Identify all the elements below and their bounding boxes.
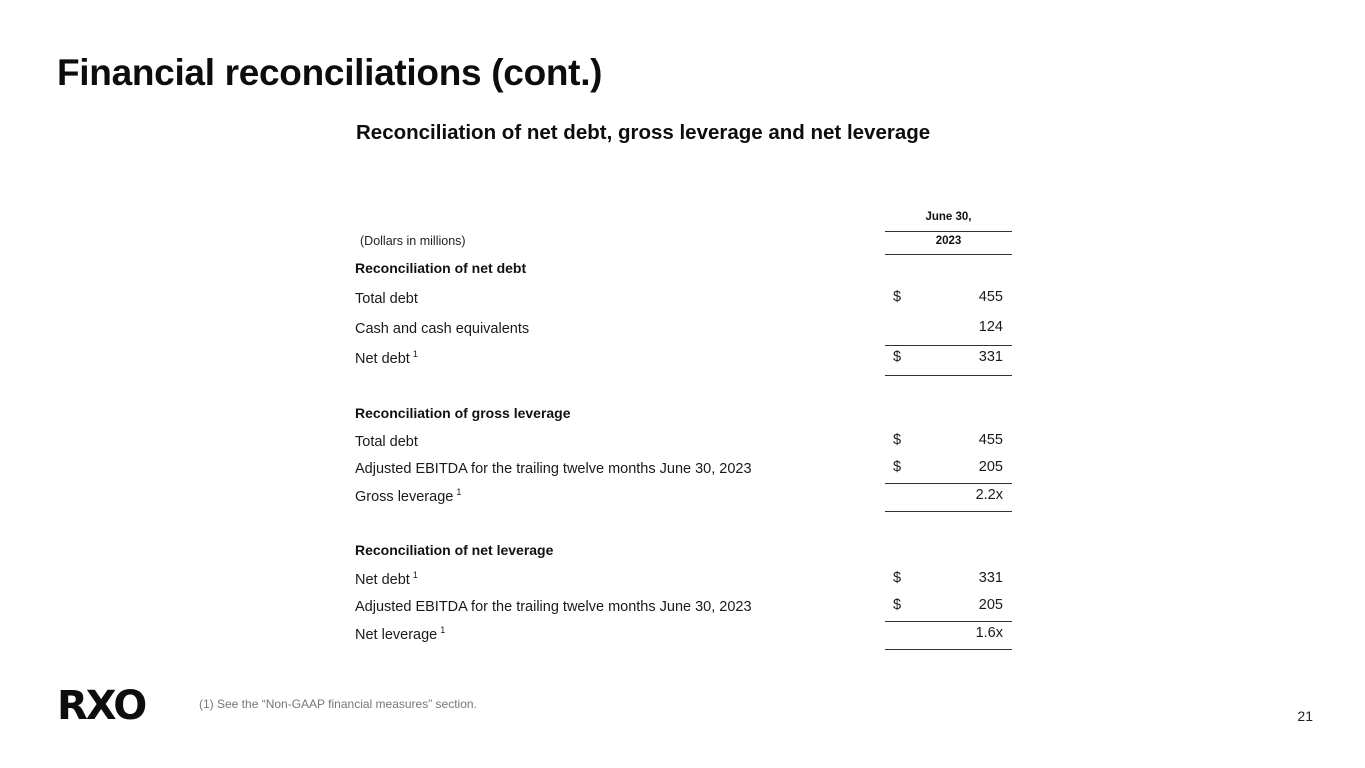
table-subtitle: Reconciliation of net debt, gross leverage and net leverage: [356, 121, 931, 144]
total-rule: [885, 511, 1012, 512]
row-value: 455: [978, 432, 1003, 448]
row-currency: $: [893, 349, 902, 365]
row-currency: $: [893, 459, 902, 475]
column-header-year: 2023: [935, 235, 962, 247]
row-currency: $: [893, 432, 902, 448]
row-value: 205: [978, 597, 1003, 613]
table-row: [355, 487, 1015, 511]
column-header-period: June 30,: [925, 211, 972, 223]
table-row: [355, 625, 1015, 649]
table-row: [355, 289, 1015, 313]
table-row: [355, 570, 1015, 594]
column-header-rule: [885, 231, 1012, 232]
table-row: [355, 459, 1015, 483]
units-label: (Dollars in millions): [360, 234, 466, 248]
table-row: [355, 349, 1015, 373]
section-heading-net-debt: Reconciliation of net debt: [355, 260, 527, 276]
row-label: Adjusted EBITDA for the trailing twelve months June 30, 2023: [355, 460, 752, 477]
row-label: Adjusted EBITDA for the trailing twelve months June 30, 2023: [355, 598, 752, 615]
row-label: Net leverage $^1$: [355, 625, 446, 643]
total-rule: [885, 649, 1012, 650]
row-value: 2.2x: [975, 487, 1003, 503]
footnote: (1) See the “Non-GAAP financial measures” section.: [199, 697, 477, 711]
page-number: 21: [1297, 708, 1313, 724]
row-label: Total debt: [355, 290, 418, 307]
table-row: [355, 432, 1015, 456]
row-value: 331: [978, 349, 1003, 365]
column-header-underline: [885, 254, 1012, 255]
row-label: Net debt $^1$: [355, 349, 418, 367]
row-label: Gross leverage $^1$: [355, 487, 462, 505]
subtotal-rule: [885, 483, 1012, 484]
row-label: Total debt: [355, 433, 418, 450]
row-value: 455: [978, 289, 1003, 305]
table-row: [355, 319, 1015, 343]
row-value: 331: [978, 570, 1003, 586]
table-row: [355, 597, 1015, 621]
row-currency: $: [893, 289, 902, 305]
subtotal-rule: [885, 621, 1012, 622]
total-rule: [885, 375, 1012, 376]
subtotal-rule: [885, 345, 1012, 346]
row-value: 124: [978, 319, 1003, 335]
section-heading-net-leverage: Reconciliation of net leverage: [355, 542, 554, 558]
row-currency: $: [893, 597, 902, 613]
section-heading-gross-leverage: Reconciliation of gross leverage: [355, 405, 571, 421]
row-label: Cash and cash equivalents: [355, 320, 530, 337]
row-value: 1.6x: [975, 625, 1003, 641]
page-title: Financial reconciliations (cont.): [57, 52, 603, 93]
row-label: Net debt $^1$: [355, 570, 418, 588]
row-value: 205: [978, 459, 1003, 475]
row-currency: $: [893, 570, 902, 586]
rxo-logo: RXO: [57, 683, 146, 729]
